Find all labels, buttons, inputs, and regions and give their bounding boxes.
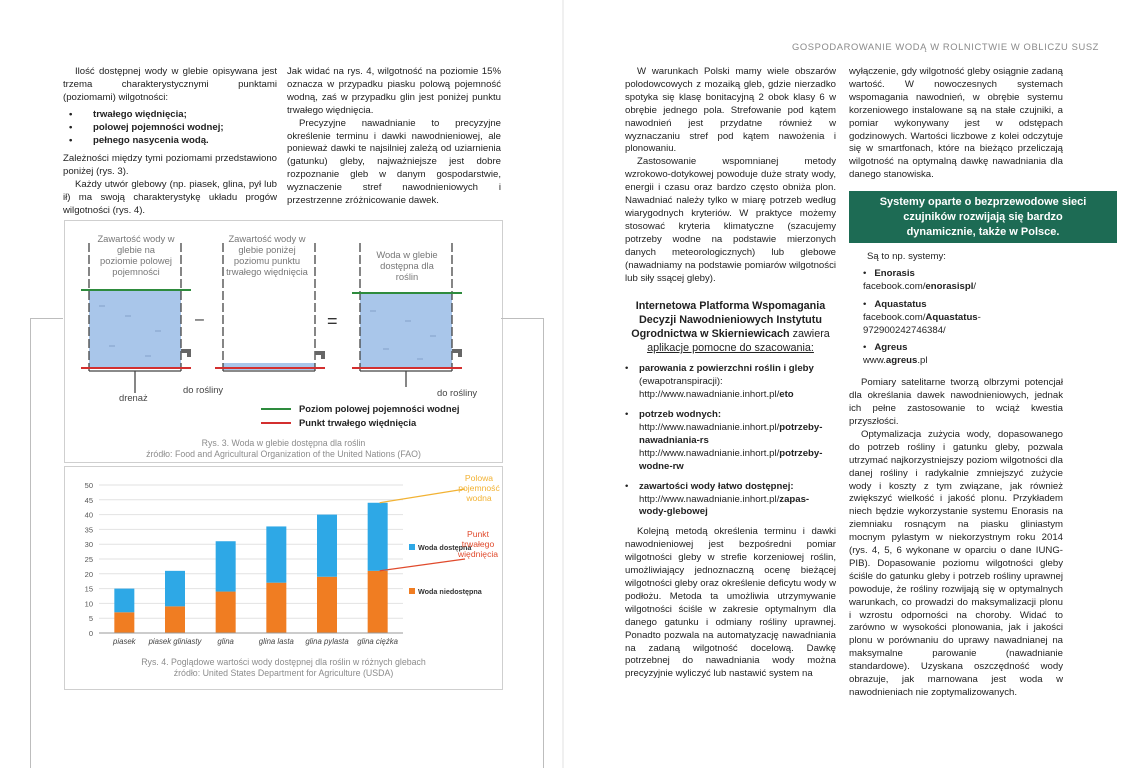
y-tick-label: 5 (88, 614, 93, 624)
y-tick-label: 25 (84, 555, 93, 564)
red-line-swatch (261, 422, 291, 424)
bar-segment (266, 526, 286, 582)
paragraph: Kolejną metodą określenia terminu i dawki nawodnieniowej jest bezpośredni pomiar wilgotności gleby w strefie korzeniowej roślin, umożliwiający jednoznaczną ocenę bieżącej wilgotności gleby oraz określenie deficytu wody w podłożu. Metoda ta umożliwia utrzymywanie wilgotności ściśle w zakresie optymalnym dla danego gatunku i odmiany rośliny uprawnej. Ponadto pozwala na automatyzację nawadniania na zadaną wilgotność docelową. Dawkę potrzebnej do nawadniania wody można precyzyjnie wyliczyć lub nastawić system na (625, 526, 836, 680)
caption-source: źródło: Food and Agricultural Organization of the United Nations (FAO) (146, 449, 421, 459)
caption-title: Rys. 3. Woda w glebie dostępna dla roślin (201, 438, 366, 448)
bar-segment (165, 606, 185, 633)
x-tick-label: piasek gliniasty (148, 637, 202, 646)
figure-caption (65, 657, 502, 679)
app-title: zawartości wody łatwo dostępnej: (639, 480, 794, 492)
running-header: GOSPODAROWANIE WODĄ W ROLNICTWIE W OBLICZU SUSZ (791, 41, 1099, 52)
legend-swatch (409, 544, 415, 550)
app-link[interactable]: http://www.nawadnianie.inhort.pl/potrzeby-wodne-rw (639, 447, 823, 472)
system-name: Aquastatus (874, 298, 927, 310)
right-column-1 (625, 66, 836, 681)
legend-swatch (409, 588, 415, 594)
y-tick-label: 45 (84, 495, 93, 505)
platform-name: Internetowa Platforma Wspomagania Decyzji Nawodnieniowych Instytutu Ogrodnictwa w Skierniewicach (631, 300, 826, 341)
legend-label: Woda niedostępna (418, 587, 482, 596)
app-link[interactable]: http://www.nawadnianie.inhort.pl/zapas-wody-glebowej (639, 493, 810, 518)
system-name: Agreus (874, 342, 908, 354)
minus-sign: – (195, 311, 204, 328)
legend-label: Woda dostępna (418, 543, 472, 552)
x-tick-label: piasek (113, 637, 136, 646)
y-tick-label: 0 (88, 629, 93, 638)
equals-sign: = (327, 311, 338, 331)
paragraph: Optymalizacja zużycia wody, dopasowanego do potrzeb rośliny i gatunku gleby, pozwala utrzymać najkorzystniejszy poziom wilgotności dla danej rośliny i radykalnie zmniejszyć zużycie wody i koszty z tym związane, jak również zwiększyć wielkość i jakość plonu. Przykładem niech będzie wykorzystanie systemu Enorasis na ziemniaku rosnącym na piasku gliniastym mocnym pylastym w niekorzystnym roku 2014 (rys. 4, 5, 6 wykonane w oparciu o dane IUNG-PIB). Dopasowanie poziomu wilgotności gleby ściśle do gatunku gleby i potrzeb rośliny uprawnej powoduje, że rośliny rozwijają się w optymalnych warunkach, co prowadzi do maksymalizacji plonu i wzrostu odporności na choroby. Widać to zarówno w wysokości plonowania, jak i jakości plonu w porównaniu do uprawy nawadnianej na maksymalne parowanie (nawadnianie standardowe). Uzyskana oszczędność wody obrazuje, jak marnowana jest woda w nawodnieniach nie zoptymalizowanych. (849, 428, 1063, 698)
paragraph: Ilość dostępnej wody w glebie opisywana jest trzema charakterystycznymi punktami (poziomami) wilgotności: (63, 66, 277, 103)
y-tick-label: 20 (84, 569, 93, 579)
app-link[interactable]: http://www.nawadnianie.inhort.pl/eto (639, 389, 794, 401)
list-item (625, 481, 836, 520)
tap-icon (452, 349, 462, 357)
y-tick-label: 50 (84, 481, 93, 490)
y-tick-label: 15 (84, 584, 93, 594)
x-tick-label: glina ciężka (357, 637, 399, 646)
system-link[interactable]: www.agreus.pl (863, 355, 928, 367)
paragraph: Pomiary satelitarne tworzą olbrzymi potencjał dla określania dawek nawodnieniowych, jednak ich pełne zastosowanie to wciąż kwestia przyszłości. (849, 377, 1063, 427)
system-item: • Enorasis facebook.com/enorasispl/ (863, 267, 977, 292)
drainage-label: drenaż (119, 392, 148, 403)
bar-chart (65, 467, 502, 657)
figure-caption (65, 438, 502, 460)
water-fill (360, 293, 452, 369)
x-tick-label: glina pylasta (305, 637, 349, 646)
tap-icon (181, 349, 191, 357)
right-column-2 (849, 66, 1063, 182)
paragraph: W warunkach Polski mamy wiele obszarów polodowcowych z mozaiką gleb, gdzie nierzadko spotyka się klasę bonitacyjną 2 obok klasy 6 w obrębie jednego pola. Strefowanie pod kątem nawodnień jest przydatne również w wyznaczaniu stref pod kątem nawożenia i plonowaniu. (625, 66, 836, 155)
figure-3 (64, 220, 503, 463)
bar-segment (266, 583, 286, 633)
y-tick-label: 10 (84, 599, 93, 609)
app-subtitle: (ewapotranspiracji): (639, 376, 723, 388)
paragraph: Jak widać na rys. 4, wilgotność na poziomie 15% oznacza w przypadku piasku polową pojemność wodną, zaś w przypadku glin jest poniżej punktu trwałego więdnięcia. (287, 66, 501, 116)
bar-segment (216, 592, 236, 633)
app-title: parowania z powierzchni roślin i gleby (639, 363, 814, 375)
systems-block (849, 251, 1063, 700)
paragraph: Zastosowanie wspomnianej metody wzrokowo-dotykowej powoduje duże straty wody, energii i czasu oraz bardzo często obniża plon. Nawadniać należy tylko w miarę potrzeb według wiarygodnych kryteriów. W praktyce możemy stosować kryteria klimatyczne (szacujemy potrzeby wodne na podstawie mierzonych danych meteorologicznych) lub glebowe (nawadniamy na podstawie pomiarów wilgotności lub siły ssącej gleby). (625, 156, 836, 284)
apps-list (625, 363, 836, 519)
label-field-capacity: Zawartość wody w glebie na poziomie polowej pojemności (97, 233, 175, 277)
label-below-wilting: Zawartość wody w glebie poniżej poziomu punktu trwałego więdnięcia (226, 233, 308, 277)
x-tick-label: glina (217, 637, 234, 646)
highlight-text: Systemy oparte o bezprzewodowe sieci czujników rozwijają się bardzo dynamicznie, także w Polsce. (879, 195, 1087, 238)
y-tick-label: 30 (84, 540, 93, 550)
annotation-wilting-point: Punkt trwałego więdnięcia (457, 529, 499, 559)
tap-icon (315, 351, 325, 359)
platform-underlined: aplikacje pomocne do szacowania: (647, 342, 814, 355)
legend-label: Punkt trwałego więdnięcia (299, 417, 417, 428)
to-plant-label: do rośliny (437, 387, 478, 398)
system-item: • Aquastatus facebook.com/Aquastatus-972900242746384/ (863, 298, 981, 336)
left-column-1 (63, 66, 277, 218)
annotation-arrow (380, 559, 465, 571)
bar-segment (368, 571, 388, 633)
bar-segment (317, 577, 337, 633)
label-available-water: Woda w glebie dostępna dla roślin (376, 249, 438, 282)
frame-line (501, 318, 543, 319)
paragraph: Precyzyjne nawadnianie to precyzyjne określenie terminu i dawki nawodnieniowej, ale ponieważ dawki te najsilniej zależą od uziarnienia (gatunku) gleby, najważniejsze jest dobre rozpoznanie gleb w danym gospodarstwie, wyznaczenie stref nawodnieniowych i przestrzenne zróżnicowanie dawek. (287, 117, 501, 207)
annotation-field-capacity: Polowa pojemność wodna (458, 473, 500, 503)
y-tick-label: 35 (84, 525, 93, 535)
left-column-2 (287, 66, 501, 208)
app-link[interactable]: http://www.nawadnianie.inhort.pl/potrzeby-nawadniania-rs (639, 422, 823, 446)
legend-wilting (261, 417, 459, 428)
caption-title: Rys. 4. Poglądowe wartości wody dostępnej dla roślin w różnych glebach (141, 657, 426, 667)
legend-field-capacity (261, 403, 459, 414)
list-item: • pełnego nasycenia wodą. (63, 135, 277, 148)
paragraph: Każdy utwór glebowy (np. piasek, glina, pył lub ił) ma swoją charakterystykę układu progów wilgotności (rys. 4). (63, 179, 277, 217)
bar-segment (114, 612, 134, 633)
app-title: potrzeb wodnych: (639, 409, 722, 421)
bar-segment (216, 541, 236, 591)
paragraph: wyłączenie, gdy wilgotność gleby osiągnie zadaną wartość. W nowoczesnych systemach wspomagania nawodnień, w obrębie systemu korzeniowego instalowane są na stałe czujniki, a pomiar wykonywany jest w odstępach godzinowych. Wartości liczbowe z kolei odczytuje się w smartfonach, które na bieżąco przeliczają wilgotność na optymalną dawkę nawadniania dla danego stanowiska. (849, 66, 1063, 181)
bar-segment (165, 571, 185, 607)
system-item: • Agreus www.agreus.pl (863, 342, 928, 367)
system-link[interactable]: facebook.com/Aquastatus-972900242746384/ (863, 311, 981, 336)
water-fill (89, 290, 181, 368)
page-gutter (562, 0, 564, 768)
system-name: Enorasis (874, 267, 915, 279)
bar-segment (114, 589, 134, 613)
to-plant-label: do rośliny (183, 384, 224, 395)
figure-4 (64, 466, 503, 690)
frame-line (543, 318, 544, 768)
systems-intro: Są to np. systemy: (867, 251, 946, 262)
bar-segment (368, 503, 388, 571)
legend-label: Poziom polowej pojemności wodnej (299, 403, 460, 414)
list-item (625, 363, 836, 402)
bullet-list (63, 109, 277, 148)
green-line-swatch (261, 408, 291, 410)
annotation-arrow (380, 489, 465, 503)
platform-text: zawiera (789, 328, 830, 341)
system-link[interactable]: facebook.com/enorasispl/ (863, 280, 977, 292)
list-item: • polowej pojemności wodnej; (63, 122, 277, 135)
frame-line (30, 318, 31, 768)
list-item (625, 409, 836, 474)
paragraph: Zależności między tymi poziomami przedstawiono poniżej (rys. 3). (63, 153, 277, 178)
list-item: • trwałego więdnięcia; (63, 109, 277, 122)
highlight-box (849, 191, 1117, 243)
caption-source: źródło: United States Department for Agriculture (USDA) (173, 668, 394, 678)
x-tick-label: glina lasta (258, 637, 294, 646)
platform-paragraph (625, 299, 836, 355)
diagram-legend (261, 403, 459, 428)
bar-segment (317, 515, 337, 577)
y-tick-label: 40 (84, 510, 93, 520)
frame-line (30, 318, 63, 319)
